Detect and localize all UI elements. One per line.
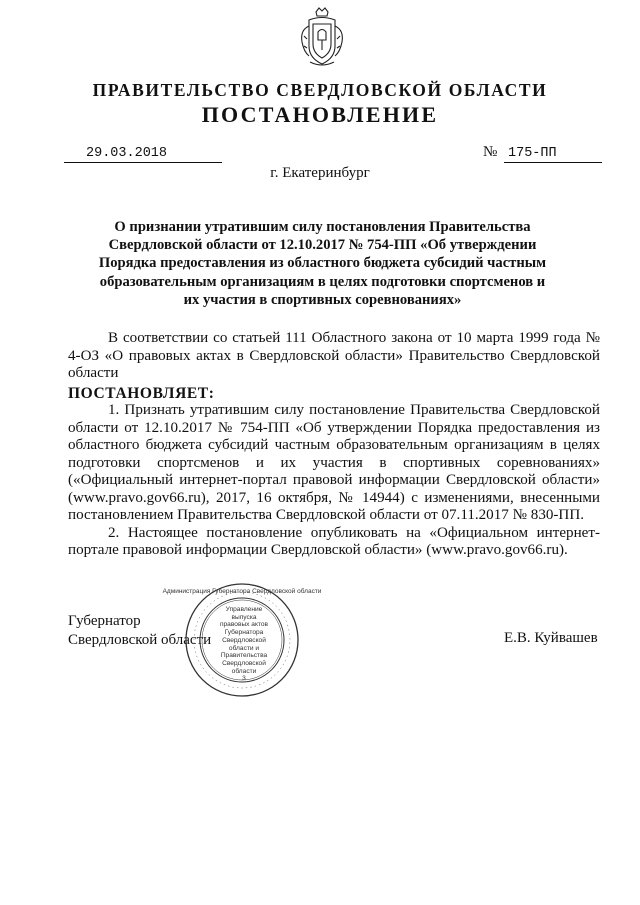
document-number: 175-ПП (504, 146, 602, 163)
stamp-center-text (216, 606, 272, 683)
stamp-number: 3 (242, 675, 246, 683)
decree-word: ПОСТАНОВЛЯЕТ: (68, 384, 215, 402)
item-2-paragraph: 2. Настоящее постановление опубликовать на «Официальном интернет-портале правовой информации Свердловской области» (www.pravo.gov66.ru). (68, 524, 600, 558)
intro-paragraph: В соответствии со статьей 111 Областного закона от 10 марта 1999 года № 4-ОЗ «О правовых актах в Свердловской области» Правительство Свердловской области (68, 330, 600, 381)
item-1-paragraph: 1. Признать утратившим силу постановление Правительства Свердловской области от 12.10.2017 № 754-ПП «Об утверждении Порядка предоставления из областного бюджета субсидий частным образовательным организациям в целях подготовки спортсменов и их участия в спортивных соревнованиях» («Официальный интернет-портал правовой информации Свердловской области» (www.pravo.gov66.ru), 2017, 16 октября, № 14944) с изменениями, внесенными постановлением Правительства Свердловской области от 07.11.2017 № 830-ПП. (68, 402, 600, 523)
stamp-ring-text: Администрация Губернатора Свердловской области (162, 588, 322, 595)
document-type-heading: ПОСТАНОВЛЕНИЕ (201, 102, 439, 127)
position-line-2: Свердловской области (68, 632, 212, 648)
document-body (68, 330, 600, 560)
signatory-name: Е.В. Куйвашев (504, 630, 598, 646)
coat-of-arms-emblem (296, 6, 348, 70)
document-date: 29.03.2018 (64, 146, 222, 163)
government-heading: ПРАВИТЕЛЬСТВО СВЕРДЛОВСКОЙ ОБЛАСТИ (92, 80, 548, 100)
document-title: О признании утратившим силу постановления Правительства Свердловской области от 12.10.2017 № 754-ПП «Об утверждении Порядка предоставления из областного бюджета субсидий частным образовательным организациям в целях подготовки спортсменов и их участия в спортивных соревнованиях» (98, 219, 547, 308)
document-number-label: № (483, 144, 498, 160)
city-line: г. Екатеринбург (270, 165, 370, 181)
stamp-center-caption: Управление выпуска правовых актов Губернатора Свердловской области и Правительства Свердловской области (219, 606, 269, 675)
position-line-1: Губернатор (68, 613, 141, 629)
